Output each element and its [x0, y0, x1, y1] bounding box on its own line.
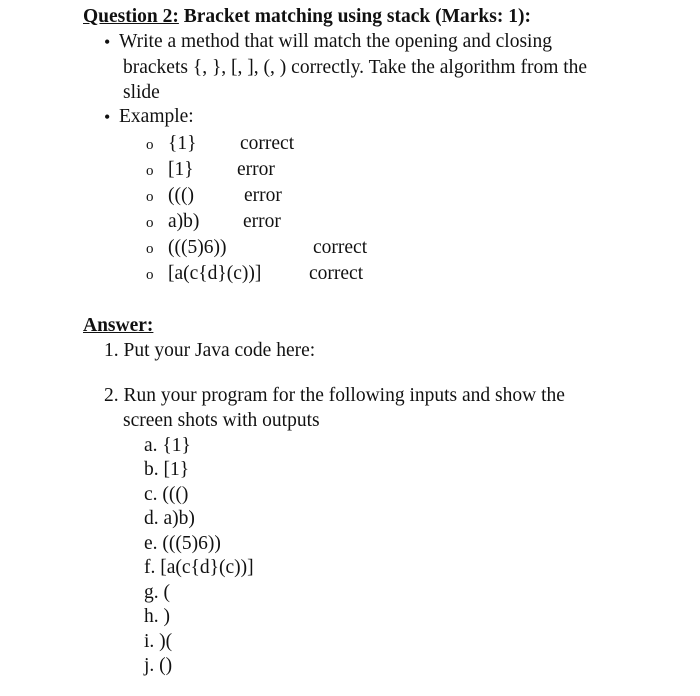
example-result: correct — [309, 263, 364, 284]
hollow-bullet-icon: o — [146, 241, 154, 257]
hollow-bullet-icon: o — [146, 267, 154, 283]
test-input-item: j. () — [144, 655, 173, 676]
answer-heading: Answer: — [83, 315, 154, 336]
hollow-bullet-icon: o — [146, 163, 154, 179]
example-input: [1} — [168, 159, 194, 180]
example-input: (((5)6)) — [168, 237, 227, 258]
answer-item-1: 1. Put your Java code here: — [104, 340, 316, 361]
test-input-item: h. ) — [144, 606, 170, 627]
test-input-item: g. ( — [144, 582, 170, 603]
example-result: error — [237, 159, 275, 180]
question-title: Bracket matching using stack (Marks: 1): — [183, 6, 531, 27]
example-input: a)b) — [168, 211, 200, 232]
example-input: ((() — [168, 185, 194, 206]
bullet-icon: • — [104, 32, 111, 52]
bullet-text-line: slide — [123, 82, 160, 103]
test-input-item: d. a)b) — [144, 508, 195, 529]
bullet-icon: • — [104, 107, 111, 127]
example-input: {1} — [168, 133, 197, 154]
example-result: correct — [240, 133, 295, 154]
example-input: [a(c{d}(c))] — [168, 263, 262, 284]
test-input-item: i. )( — [144, 631, 173, 652]
bullet-text-line: brackets {, }, [, ], (, ) correctly. Take the algorithm from the — [123, 57, 588, 78]
test-input-item: a. {1} — [144, 435, 191, 456]
answer-item-2-line: 2. Run your program for the following inputs and show the — [104, 385, 565, 406]
hollow-bullet-icon: o — [146, 215, 154, 231]
answer-item-2-line: screen shots with outputs — [123, 410, 320, 431]
example-result: correct — [313, 237, 368, 258]
test-input-item: f. [a(c{d}(c))] — [144, 557, 254, 578]
hollow-bullet-icon: o — [146, 189, 154, 205]
question-number-label: Question 2: — [83, 6, 179, 27]
test-input-item: b. [1} — [144, 459, 190, 480]
hollow-bullet-icon: o — [146, 137, 154, 153]
question-title-line — [83, 4, 531, 30]
test-input-item: e. (((5)6)) — [144, 533, 221, 554]
example-result: error — [243, 211, 281, 232]
test-input-item: c. ((() — [144, 484, 189, 505]
bullet-text-line: Write a method that will match the opening and closing — [119, 31, 552, 52]
example-result: error — [244, 185, 282, 206]
bullet-text-line: Example: — [119, 106, 194, 127]
